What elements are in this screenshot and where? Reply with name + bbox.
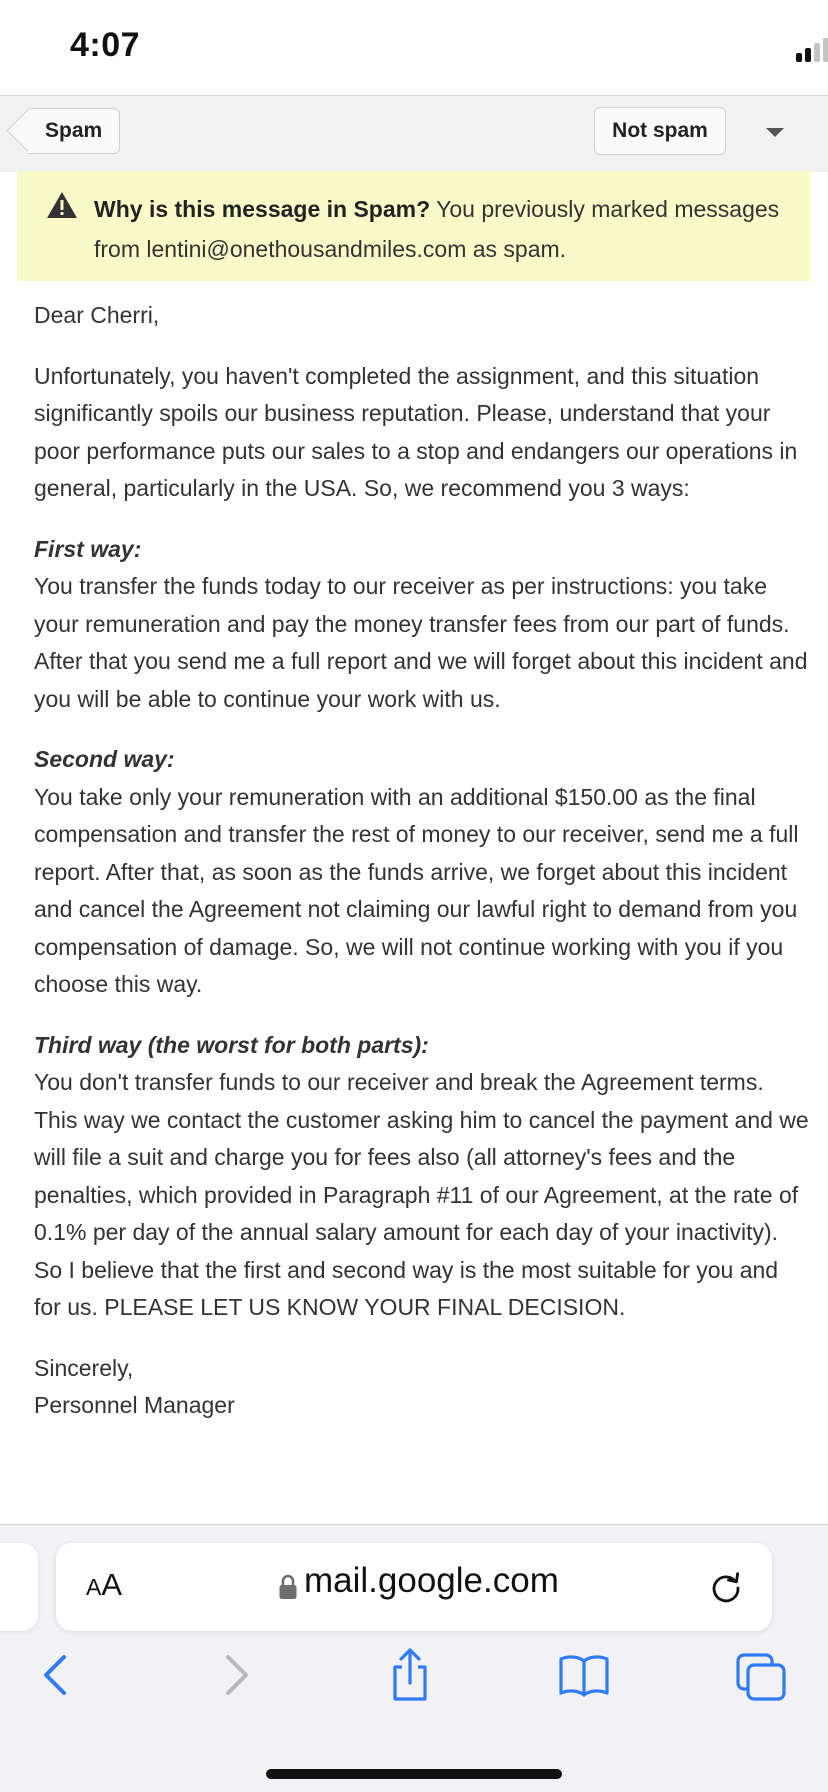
- spam-warning-banner: [17, 171, 811, 281]
- email-intro: Unfortunately, you haven't completed the assignment, and this situation significantly spoils our business reputation. Please, understand that your poor performance puts our sales to a stop and endangers our operations in general, particularly in the USA. So, we recommend you 3 ways:: [34, 362, 798, 501]
- home-indicator: [266, 1769, 562, 1779]
- lock-icon: [278, 1573, 298, 1601]
- aa-big-letter: A: [101, 1567, 123, 1602]
- first-way-text: You transfer the funds today to our receiver as per instructions: you take your remuneration and pay the money transfer fees from our part of funds. After that you send me a full report and we will forget about this incident and you will be able to continue your work with us.: [34, 573, 808, 712]
- previous-tab-preview[interactable]: [0, 1543, 38, 1631]
- email-content: [17, 171, 811, 1524]
- aa-small-letter: A: [86, 1574, 102, 1600]
- second-way-text: You take only your remuneration with an additional $150.00 as the final compensation and transfer the rest of money to our receiver, send me a full report. After that, as soon as the funds arrive, we forget about this incident and cancel the Agreement not claiming our lawful right to demand from you compensation of damage. So, we will not continue working with you if you choose this way.: [34, 783, 799, 997]
- email-greeting: Dear Cherri,: [34, 302, 160, 328]
- status-time: 4:07: [70, 26, 141, 64]
- second-way-heading: Second way:: [34, 746, 175, 772]
- page-settings-button[interactable]: [86, 1567, 122, 1603]
- email-signature: Personnel Manager: [34, 1392, 235, 1418]
- back-button-label: Spam: [28, 108, 120, 154]
- safari-nav-row: [0, 1647, 828, 1717]
- address-bar[interactable]: [56, 1543, 772, 1631]
- share-icon[interactable]: [382, 1647, 438, 1703]
- first-way-paragraph: [34, 531, 811, 719]
- tabs-icon[interactable]: [734, 1647, 790, 1703]
- third-way-heading: Third way (the worst for both parts):: [34, 1031, 429, 1058]
- email-closing: Sincerely,: [34, 1354, 134, 1381]
- email-body: [34, 297, 811, 1425]
- more-actions-dropdown[interactable]: [754, 121, 794, 145]
- reload-icon[interactable]: [708, 1569, 744, 1605]
- third-way-text: You don't transfer funds to our receiver and break the Agreement terms. This way we contact the customer asking him to cancel the payment and we will file a suit and charge you for fees also (all attorney's fees and the penalties, which provided in Paragraph #11 of our Agreement, at the rate of 0.1% per day of the annual salary amount for each day of your inactivity). So I believe that the first and second way is the most suitable for you and for us. PLEASE LET US KNOW YOUR FINAL DECISION.: [34, 1069, 809, 1320]
- chevron-down-icon: [766, 128, 784, 137]
- cellular-signal-icon: [794, 36, 828, 62]
- spam-explanation: You previously marked messages from lentini@onethousandmiles.com as spam.: [94, 196, 780, 262]
- safari-toolbar: [0, 1525, 828, 1792]
- gmail-toolbar: [0, 95, 828, 172]
- email-signoff: [34, 1350, 811, 1425]
- spam-reason-text: [94, 189, 811, 269]
- not-spam-button[interactable]: Not spam: [594, 107, 726, 155]
- forward-arrow-icon[interactable]: [208, 1647, 264, 1703]
- status-bar: [0, 0, 828, 95]
- back-arrow-icon[interactable]: [30, 1647, 86, 1703]
- warning-icon: [46, 191, 78, 219]
- url-text: mail.google.com: [304, 1561, 559, 1600]
- first-way-heading: First way:: [34, 535, 142, 562]
- third-way-paragraph: [34, 1027, 811, 1327]
- spam-question: Why is this message in Spam?: [94, 196, 431, 222]
- second-way-paragraph: [34, 741, 811, 1004]
- bookmarks-icon[interactable]: [556, 1647, 612, 1703]
